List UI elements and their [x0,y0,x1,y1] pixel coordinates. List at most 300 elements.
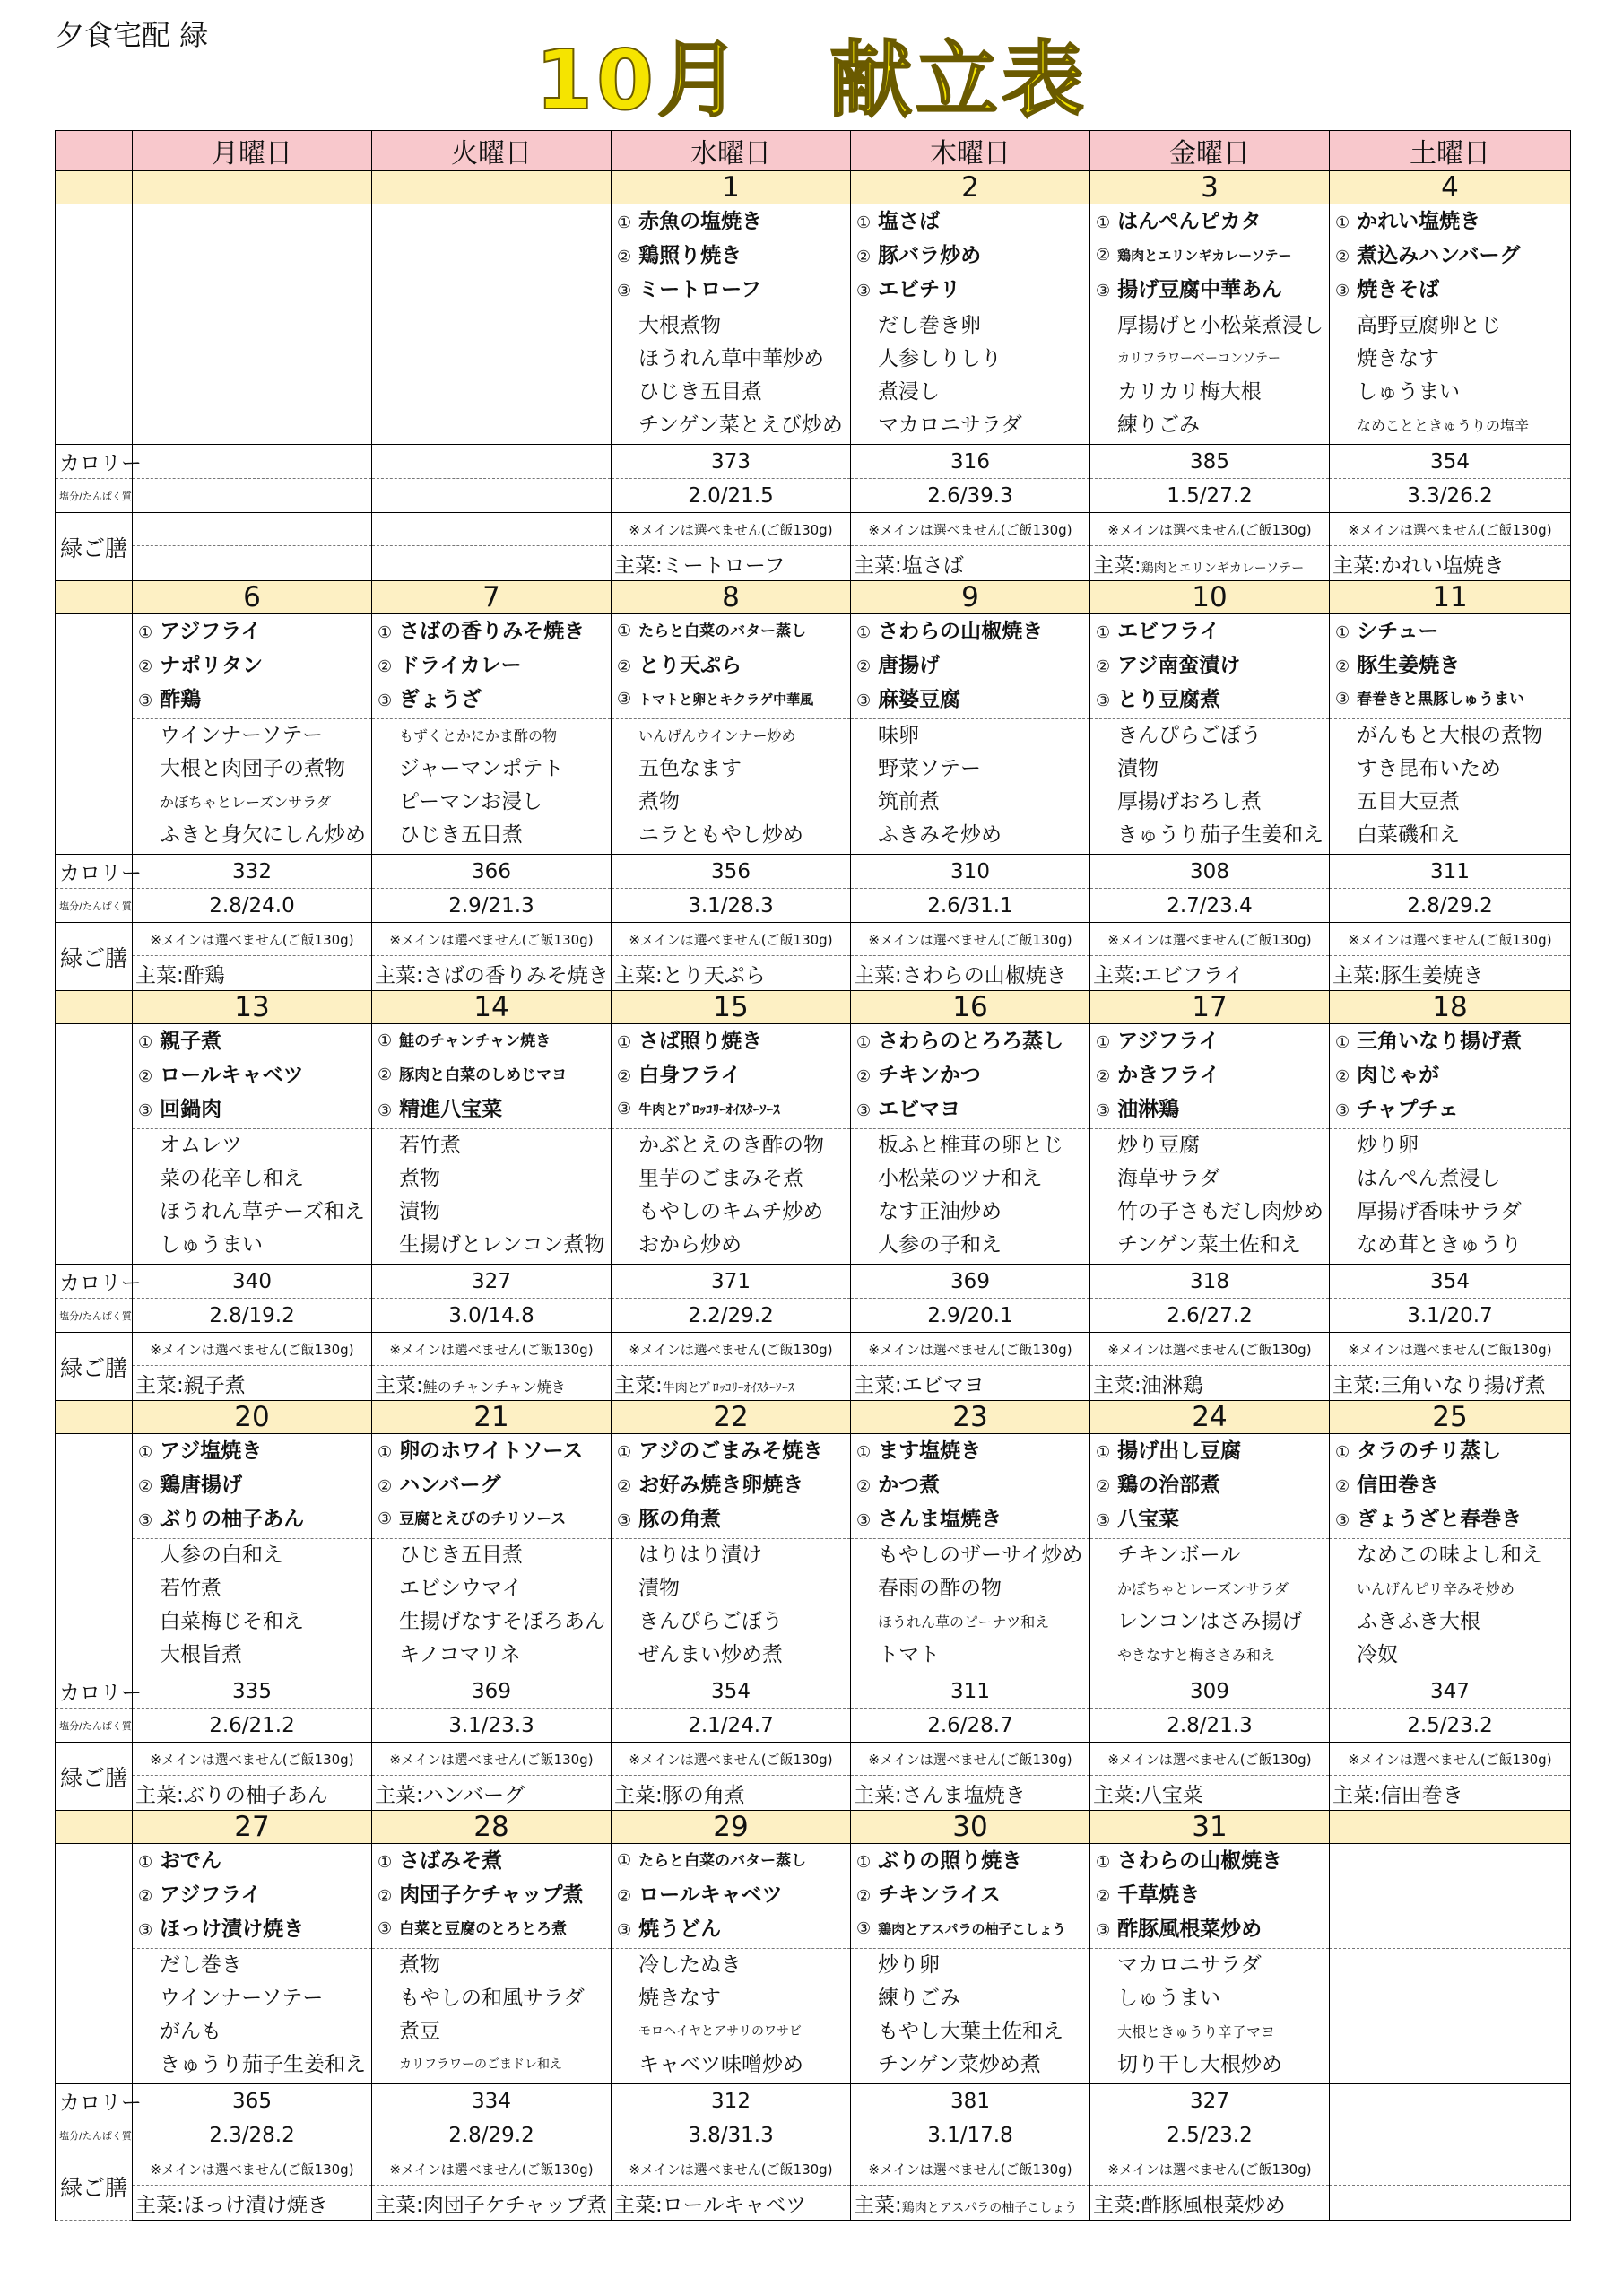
label-empty [56,1844,133,2084]
midori-note: ※メインは選べません(ご飯130g) [372,1333,612,1366]
main-dish [133,1468,371,1502]
midori-main-dish [372,1776,612,1811]
main-dish [612,1912,850,1946]
main-dish-name: 精進八宝菜 [399,1098,503,1121]
side-dishes [372,1949,612,2084]
main-dish [612,683,850,717]
side-dish: きゅうり茄子生姜和え [160,2053,366,2076]
side-dishes [1330,1539,1571,1674]
main-dish-index: ① [617,1443,632,1462]
calorie-value: 316 [851,445,1090,479]
calorie-value: 308 [1090,855,1330,889]
main-dish-name: トマトと卵とキクラゲ中華風 [638,691,814,708]
main-dishes [851,1844,1090,1949]
main-dish-index: ③ [378,1101,393,1120]
main-dish-index: ① [1335,213,1350,232]
empty-cell [372,204,612,309]
main-dish-index: ② [1335,248,1350,266]
main-dish-name: たらと白菜のバター蒸し [638,622,807,640]
label-empty [56,1401,133,1434]
empty-cell [133,479,372,513]
main-dish-index: ② [856,1477,872,1496]
side-dish: 大根煮物 [638,314,721,337]
salt-protein-label: 塩分/たんぱく質 [56,2118,133,2152]
main-dish [372,1092,611,1126]
main-dish [133,1058,371,1092]
midori-main-name: 豚生姜焼き [1380,963,1484,987]
label-empty [56,991,133,1024]
side-dish: 白菜磯和え [1357,823,1460,847]
side-dishes [133,1129,372,1265]
midori-main-name: 豚の角煮 [662,1783,745,1807]
main-dish-index: ③ [1096,691,1111,710]
main-dish [612,1502,850,1536]
main-dish-name: アジのごまみそ焼き [638,1439,824,1463]
main-dish [851,1844,1089,1878]
week-sides-row [56,1129,1571,1265]
side-dish: しゅうまい [160,1233,263,1257]
side-dish: 厚揚げと小松菜煮浸し [1117,314,1324,337]
main-dish-name: アジ南蛮漬け [1117,654,1241,677]
main-dish-index: ③ [378,691,393,710]
midori-note: ※メインは選べません(ご飯130g) [1330,513,1571,546]
main-dish-name: ます塩焼き [878,1439,982,1463]
main-dish [1090,1878,1329,1912]
midori-note: ※メインは選べません(ご飯130g) [1090,1333,1330,1366]
week-cal-row [56,1674,1571,1709]
day-number: 16 [851,991,1090,1024]
main-prefix: 主菜: [375,2193,423,2217]
side-dish: カリフラワーのごまドレ和え [399,2057,562,2072]
week-mk-row [56,2186,1571,2221]
side-dish: 大根ときゅうり辛子マヨ [1117,2023,1276,2040]
main-dish-index: ① [856,1853,872,1872]
main-dish-index: ② [617,248,632,266]
main-dish-index: ② [138,1887,153,1906]
calorie-value: 332 [133,855,372,889]
calorie-value: 311 [1330,855,1571,889]
side-dish: 煮物 [638,790,680,813]
empty-cell [372,309,612,445]
midori-note: ※メインは選べません(ご飯130g) [851,513,1090,546]
main-dish-name: ぶりの照り焼き [878,1849,1023,1873]
main-dish-index: ② [378,1065,393,1084]
side-dishes [1090,719,1330,855]
side-dish: キャベツ味噌炒め [638,2053,803,2076]
main-dish-name: お好み焼き卵焼き [638,1474,804,1497]
day-number: 28 [372,1811,612,1844]
week-salt-row [56,479,1571,513]
side-dishes [612,1129,851,1265]
midori-note: ※メインは選べません(ご飯130g) [1090,2152,1330,2186]
main-prefix: 主菜: [1332,1783,1381,1807]
midori-main-name: エビフライ [1141,963,1245,987]
week-daynums-row [56,1811,1571,1844]
main-dish-name: さば照り焼き [638,1030,763,1053]
salt-protein-value: 2.7/23.4 [1090,889,1330,923]
side-dish: 煮浸し [878,380,940,404]
main-dishes [1090,1434,1330,1539]
main-dish-name: おでん [160,1849,221,1873]
side-dish: 野菜ソテー [878,757,981,780]
calorie-value: 310 [851,855,1090,889]
midori-note: ※メインは選べません(ご飯130g) [1090,923,1330,956]
main-dish-index: ② [856,1887,872,1906]
week-mk-row [56,1366,1571,1401]
main-dish-name: 豚生姜焼き [1357,654,1461,677]
page-title: 10月 献立表 [534,32,1089,128]
main-dish [612,1092,850,1126]
side-dish: だし巻き卵 [878,314,981,337]
main-dish-index: ① [1096,213,1111,232]
main-dish [133,648,371,683]
side-dish: レンコンはさみ揚げ [1117,1610,1303,1633]
main-dish-index: ① [856,623,872,642]
main-dish-index: ① [1096,1853,1111,1872]
side-dish: 五目大豆煮 [1357,790,1460,813]
day-number: 15 [612,991,851,1024]
week-mk-row [56,956,1571,991]
main-dish-index: ① [138,1443,153,1462]
main-dish-index: ① [1096,623,1111,642]
main-prefix: 主菜: [1093,553,1141,578]
side-dish: やきなすと梅ささみ和え [1117,1647,1276,1664]
main-dish-name: 鶏照り焼き [638,244,742,267]
salt-protein-value: 2.9/21.3 [372,889,612,923]
main-dish [612,648,850,683]
main-dish-name: 信田巻き [1357,1474,1440,1497]
main-dish [1090,273,1329,307]
midori-main-dish [133,956,372,991]
midori-main-dish [851,2186,1090,2221]
calorie-value: 311 [851,1674,1090,1709]
main-dish-index: ① [138,1033,153,1052]
label-empty [56,1024,133,1265]
main-dishes [1090,1024,1330,1129]
midori-note: ※メインは選べません(ご飯130g) [851,923,1090,956]
calorie-value: 312 [612,2084,851,2118]
main-dishes [612,1844,851,1949]
side-dish: きんぴらごぼう [638,1610,783,1633]
side-dish: オムレツ [160,1134,242,1157]
side-dish: かぼちゃとレーズンサラダ [160,794,332,811]
main-dishes [1090,204,1330,309]
side-dish: マカロニサラダ [878,413,1022,437]
main-prefix: 主菜: [1332,963,1381,987]
midori-main-name: 酢鶏 [183,963,225,987]
main-dish [1330,273,1570,307]
main-prefix: 主菜: [1093,1783,1141,1807]
main-dish [851,1024,1089,1058]
midori-main-name: 塩さば [901,553,964,578]
midori-main-dish [1090,2186,1330,2221]
main-dishes [372,1024,612,1129]
midori-note: ※メインは選べません(ご飯130g) [133,1333,372,1366]
main-dish-name: アジフライ [160,620,262,643]
main-dish-index: ③ [1335,282,1350,300]
main-dish-index: ① [1335,1443,1350,1462]
side-dish: もずくとかにかま酢の物 [399,727,558,744]
main-dish [851,1878,1089,1912]
main-dish-index: ① [856,213,872,232]
salt-protein-value: 2.9/20.1 [851,1299,1090,1333]
main-dish [1330,1092,1570,1126]
side-dish: 冷奴 [1357,1643,1398,1666]
main-dish-index: ① [1096,1033,1111,1052]
main-dish-name: エビチリ [878,278,961,301]
main-dish-index: ③ [617,282,632,300]
main-dish-name: さんま塩焼き [878,1508,1002,1531]
weekday-header: 月曜日 [133,131,372,171]
side-dish: カリフラワーベーコンソテー [1117,352,1280,366]
calorie-value: 334 [372,2084,612,2118]
main-dish-name: たらと白菜のバター蒸し [638,1852,807,1870]
calorie-label: カロリー [56,1674,133,1709]
main-dish [372,614,611,648]
main-dish-index: ② [138,1477,153,1496]
main-prefix: 主菜: [614,963,663,987]
main-dish-name: エビマヨ [878,1098,961,1121]
salt-protein-label: 塩分/たんぱく質 [56,1709,133,1743]
week-salt-row [56,2118,1571,2152]
main-dish-name: 鶏の治部煮 [1117,1474,1221,1497]
week-salt-row [56,1709,1571,1743]
main-dish-name: さわらの山椒焼き [1117,1849,1283,1873]
main-dishes [612,204,851,309]
main-dish [851,239,1089,273]
side-dish: 人参の子和え [878,1233,1002,1257]
main-dish-index: ③ [1096,1511,1111,1530]
main-dish [851,1434,1089,1468]
salt-protein-value: 2.5/23.2 [1330,1709,1571,1743]
calorie-value: 356 [612,855,851,889]
calorie-value: 347 [1330,1674,1571,1709]
side-dish: 春雨の酢の物 [878,1577,1002,1600]
main-dishes [372,1844,612,1949]
main-dish [612,1878,850,1912]
midori-label: 緑ご膳 [56,513,133,581]
day-number: 29 [612,1811,851,1844]
main-dish [851,204,1089,239]
main-dish [372,1434,611,1468]
salt-protein-value: 3.0/14.8 [372,1299,612,1333]
side-dishes [1090,1949,1330,2084]
main-prefix: 主菜: [1093,1373,1141,1397]
week-note-row [56,513,1571,546]
midori-main-dish [133,2186,372,2221]
midori-main-name: ぶりの柚子あん [183,1783,328,1807]
main-dish-index: ② [1096,1887,1111,1906]
day-number: 11 [1330,581,1571,614]
main-dish [612,1844,850,1878]
main-dishes [851,1024,1090,1129]
side-dish: 炒り豆腐 [1117,1134,1200,1157]
midori-main-dish [851,546,1090,581]
main-dish-index: ② [378,1477,393,1496]
main-dish-name: 鶏肉とアスパラの柚子こしょう [878,1921,1066,1937]
midori-main-name: ロールキャベツ [662,2193,807,2217]
main-dish-index: ② [617,1887,632,1906]
week-daynums-row [56,991,1571,1024]
side-dish: ウインナーソテー [160,1987,324,2010]
calorie-value: 309 [1090,1674,1330,1709]
midori-main-dish [133,1366,372,1401]
midori-main-dish [1090,546,1330,581]
main-dish-index: ③ [378,1919,393,1938]
side-dish: カリカリ梅大根 [1117,380,1262,404]
side-dish: ふきと身欠にしん炒め [160,823,366,847]
main-dish-name: とり豆腐煮 [1117,688,1221,711]
side-dish: なめこの味よし和え [1357,1544,1542,1567]
main-dish-name: ほっけ漬け焼き [160,1918,305,1941]
week-mains-row [56,1434,1571,1539]
side-dish: ひじき五目煮 [638,380,762,404]
midori-note: ※メインは選べません(ご飯130g) [612,2152,851,2186]
main-dish-name: 油淋鶏 [1117,1098,1180,1121]
side-dish: はんぺん煮浸し [1357,1167,1501,1190]
calorie-value: 327 [1090,2084,1330,2118]
main-dish-index: ① [378,1853,393,1872]
main-prefix: 主菜: [1093,2193,1141,2217]
main-dish [612,614,850,648]
day-number: 20 [133,1401,372,1434]
salt-protein-value: 3.3/26.2 [1330,479,1571,513]
main-dish-index: ③ [617,690,632,709]
main-dish-index: ② [1335,1067,1350,1086]
side-dish: なす正油炒め [878,1200,1002,1223]
side-dish: なめ茸ときゅうり [1357,1233,1522,1257]
side-dish: 生揚げなすそぼろあん [399,1610,605,1633]
main-dish-name: ぎょうざ [399,688,482,711]
main-dish-name: ミートローフ [638,278,761,301]
week-cal-row [56,855,1571,889]
side-dish: もやしの和風サラダ [399,1987,585,2010]
calorie-value: 335 [133,1674,372,1709]
main-dish-name: 鶏肉とエリンギカレーソテー [1117,248,1292,264]
salt-protein-value: 2.6/27.2 [1090,1299,1330,1333]
main-prefix: 主菜: [1332,1373,1381,1397]
main-prefix: 主菜: [854,2193,902,2217]
midori-main-dish [372,1366,612,1401]
label-empty [56,614,133,855]
main-dish-index: ③ [856,691,872,710]
side-dish: ピーマンお浸し [399,790,543,813]
midori-main-name: 信田巻き [1380,1783,1463,1807]
day-number: 14 [372,991,612,1024]
midori-main-dish [1330,956,1571,991]
brand-name: 夕食宅配 緑 [56,18,209,52]
main-dish-name: 麻婆豆腐 [878,688,961,711]
side-dish: 板ふと椎茸の卵とじ [878,1134,1063,1157]
main-dishes [851,614,1090,719]
main-dish-name: アジ塩焼き [160,1439,263,1463]
main-dish-name: 唐揚げ [878,654,941,677]
week-sides-row [56,719,1571,855]
side-dish: しゅうまい [1357,380,1460,404]
empty-cell [133,309,372,445]
main-dish-index: ③ [856,1919,872,1938]
main-dish [1330,683,1570,717]
week-daynums-row [56,1401,1571,1434]
main-dish [612,1024,850,1058]
side-dish: かぶとえのき酢の物 [638,1134,824,1157]
side-dish: 炒り卵 [878,1953,940,1977]
side-dish: ひじき五目煮 [399,823,523,847]
main-dish-name: はんぺんピカタ [1117,210,1262,233]
side-dish: 若竹煮 [399,1134,461,1157]
midori-main-dish [851,1366,1090,1401]
main-dishes [1330,614,1571,719]
main-prefix: 主菜: [854,1373,902,1397]
main-dish [851,1092,1089,1126]
side-dish: 焼きなす [1357,347,1439,370]
side-dish: 漬物 [399,1200,440,1223]
midori-note: ※メインは選べません(ご飯130g) [612,1333,851,1366]
calorie-label: カロリー [56,2084,133,2118]
main-dishes [1090,1844,1330,1949]
main-prefix: 主菜: [135,2193,184,2217]
main-dish [1330,648,1570,683]
salt-protein-value: 2.8/29.2 [1330,889,1571,923]
main-dishes [1330,1024,1571,1129]
main-dish-name: 親子煮 [160,1030,222,1053]
side-dish: 白菜梅じそ和え [160,1610,304,1633]
side-dishes [612,1539,851,1674]
label-empty [56,204,133,445]
midori-main-name: さわらの山椒焼き [901,963,1067,987]
side-dish: 煮物 [399,1953,440,1977]
main-dish [612,204,850,239]
main-dish-index: ③ [138,1921,153,1940]
side-dish: 練りごみ [1117,413,1200,437]
side-dishes [372,1129,612,1265]
midori-main-dish [133,1776,372,1811]
main-dish [851,1468,1089,1502]
empty-cell [133,513,372,546]
midori-note: ※メインは選べません(ご飯130g) [851,1743,1090,1776]
midori-main-dish [612,956,851,991]
main-dish-index: ② [1096,1477,1111,1496]
side-dish: モロヘイヤとアサリのワサビ [638,2024,802,2039]
side-dish: 人参の白和え [160,1544,283,1567]
side-dish: なめことときゅうりの塩辛 [1357,417,1530,434]
main-dish-index: ① [1096,1443,1111,1462]
midori-main-dish [1090,956,1330,991]
side-dish: キノコマリネ [399,1643,521,1666]
main-prefix: 主菜: [135,963,184,987]
side-dish: マカロニサラダ [1117,1953,1262,1977]
salt-protein-label: 塩分/たんぱく質 [56,1299,133,1333]
side-dish: もやし大葉土佐和え [878,2020,1063,2043]
main-dish-name: 回鍋肉 [160,1098,222,1121]
main-prefix: 主菜: [1332,553,1381,578]
midori-main-name: エビマヨ [901,1373,985,1397]
label-empty [56,171,133,204]
main-dish [1330,204,1570,239]
menu-table [55,130,1571,2221]
main-dish-index: ① [1335,1033,1350,1052]
side-dish: 生揚げとレンコン煮物 [399,1233,605,1257]
midori-main-name: ほっけ漬け焼き [183,2193,328,2217]
main-prefix: 主菜: [375,1783,423,1807]
week-sides-row [56,1539,1571,1674]
side-dish: ほうれん草中華炒め [638,347,824,370]
day-number: 3 [1090,171,1330,204]
weekday-header: 木曜日 [851,131,1090,171]
main-dish-index: ② [1096,246,1111,265]
week-mains-row [56,204,1571,309]
week-cal-row [56,1265,1571,1299]
